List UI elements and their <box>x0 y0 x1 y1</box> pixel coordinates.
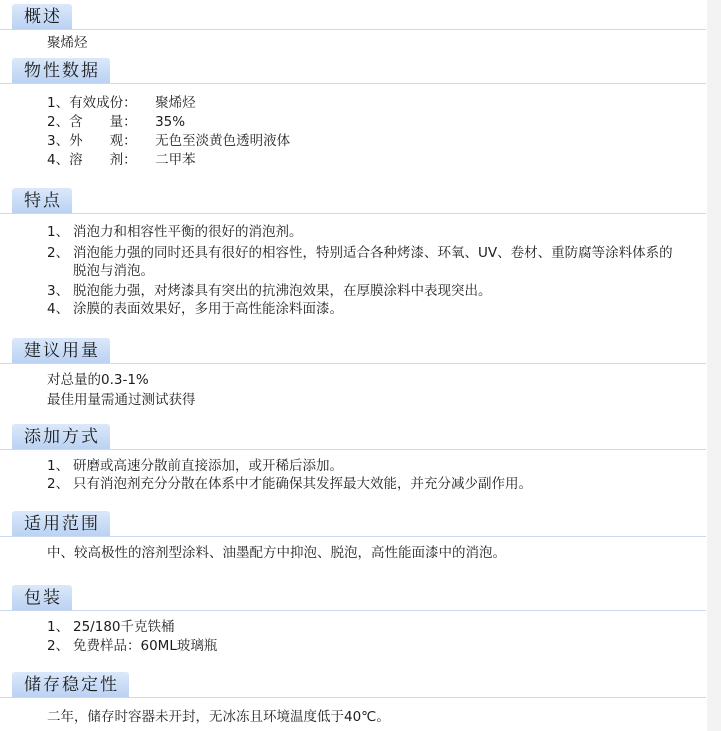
section-features <box>0 188 706 317</box>
dosage-line: 最佳用量需通过测试获得 <box>47 392 196 408</box>
packaging-item: 2、 免费样品：60ML玻璃瓶 <box>47 638 218 654</box>
feature-item: 1、 消泡力和相容性平衡的很好的消泡剂。 <box>47 224 303 240</box>
section-dosage <box>0 338 706 408</box>
property-item: 1、有效成份： 聚烯烃 <box>47 95 196 111</box>
section-overview <box>0 4 706 51</box>
section-title: 概述 <box>12 4 72 30</box>
method-item: 1、 研磨或高速分散前直接添加，或开稀后添加。 <box>47 458 343 474</box>
section-header <box>0 338 706 364</box>
section-title: 适用范围 <box>12 511 110 537</box>
overview-text: 聚烯烃 <box>47 35 88 51</box>
header-divider <box>0 363 706 364</box>
section-header <box>0 511 706 537</box>
feature-item: 4、 涂膜的表面效果好，多用于高性能涂料面漆。 <box>47 301 343 317</box>
section-header <box>0 188 706 214</box>
section-title: 物性数据 <box>12 58 110 84</box>
property-item: 3、外 观： 无色至淡黄色透明液体 <box>47 133 291 149</box>
section-method <box>0 424 706 492</box>
header-divider <box>0 610 706 611</box>
section-header <box>0 58 706 84</box>
scope-text: 中、较高极性的溶剂型涂料、油墨配方中抑泡、脱泡，高性能面漆中的消泡。 <box>47 545 506 561</box>
section-scope <box>0 511 706 561</box>
right-scroll-strip <box>707 0 721 731</box>
section-packaging <box>0 585 706 654</box>
section-title: 特点 <box>12 188 72 214</box>
header-divider <box>0 697 706 698</box>
property-item: 2、含 量： 35% <box>47 114 186 130</box>
feature-item: 3、 脱泡能力强，对烤漆具有突出的抗沸泡效果，在厚膜涂料中表现突出。 <box>47 283 492 299</box>
header-divider <box>0 536 706 537</box>
section-header <box>0 424 706 450</box>
storage-text: 二年，储存时容器未开封，无冰冻且环境温度低于40℃。 <box>47 709 390 725</box>
header-divider <box>0 29 706 30</box>
section-header <box>0 4 706 30</box>
section-title: 建议用量 <box>12 338 110 364</box>
header-divider <box>0 83 706 84</box>
section-header <box>0 672 706 698</box>
feature-item: 2、 消泡能力强的同时还具有很好的相容性，特别适合各种烤漆、环氧、UV、卷材、重防腐等涂料体系的脱泡与消泡。 <box>47 245 673 279</box>
section-title: 添加方式 <box>12 424 110 450</box>
section-header <box>0 585 706 611</box>
packaging-item: 1、 25/180千克铁桶 <box>47 619 175 635</box>
method-item: 2、 只有消泡剂充分分散在体系中才能确保其发挥最大效能，并充分减少副作用。 <box>47 476 532 492</box>
section-properties <box>0 58 706 168</box>
section-storage <box>0 672 706 725</box>
header-divider <box>0 449 706 450</box>
header-divider <box>0 213 706 214</box>
dosage-line: 对总量的0.3-1% <box>47 372 149 388</box>
section-title: 储存稳定性 <box>12 672 129 698</box>
section-title: 包装 <box>12 585 72 611</box>
property-item: 4、溶 剂： 二甲苯 <box>47 152 196 168</box>
